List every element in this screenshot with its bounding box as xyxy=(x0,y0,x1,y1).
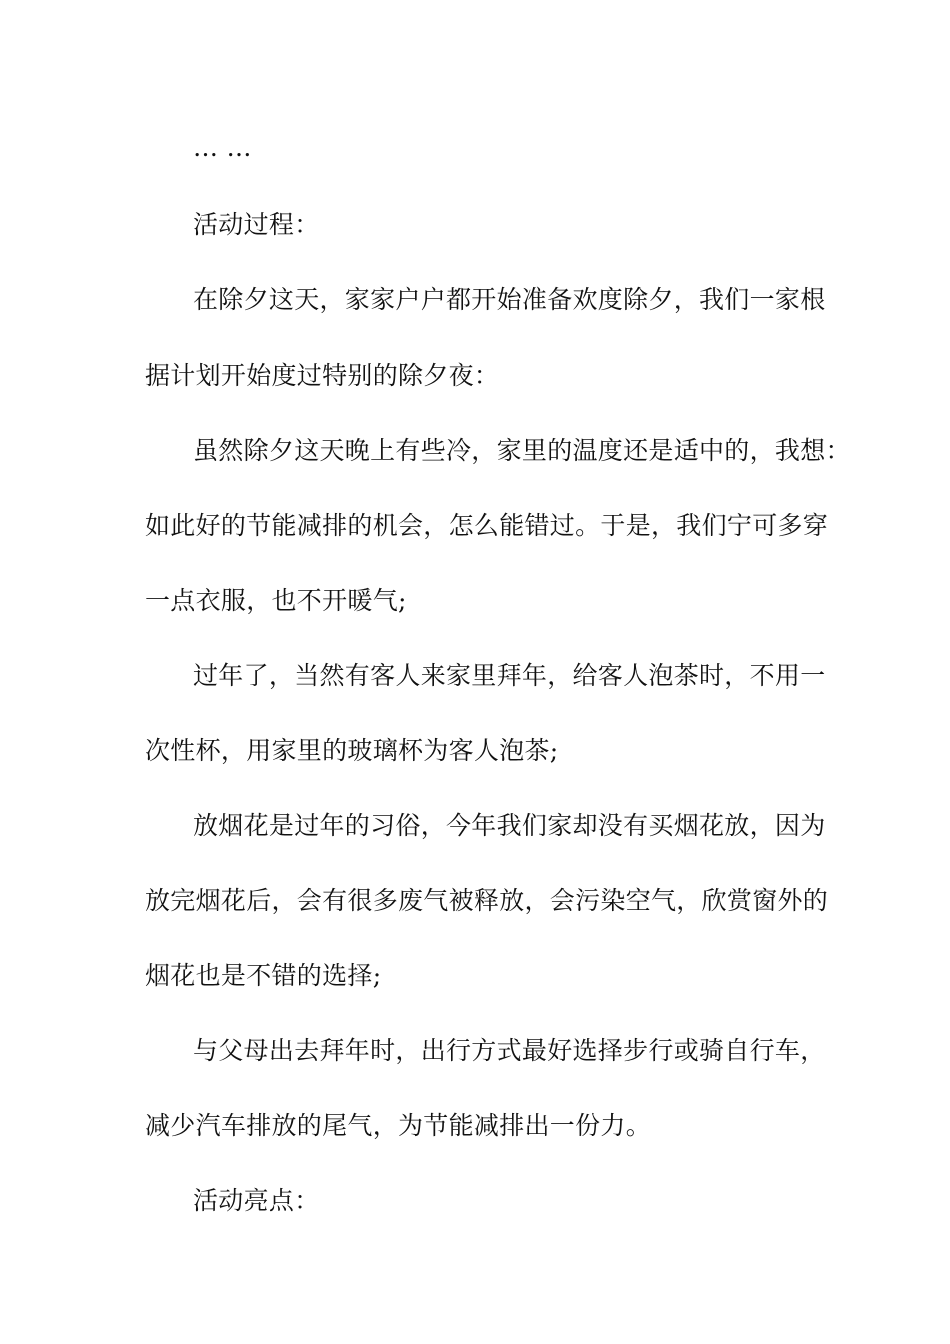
paragraph-line: 一点衣服，也不开暖气; xyxy=(145,586,407,615)
paragraph-line: 据计划开始度过特别的除夕夜： xyxy=(145,361,500,390)
paragraph-line: 放烟花是过年的习俗，今年我们家却没有买烟花放，因为 xyxy=(193,811,826,840)
paragraph-line: 与父母出去拜年时，出行方式最好选择步行或骑自行车， xyxy=(193,1036,826,1065)
paragraph-line: 放完烟花后，会有很多废气被释放，会污染空气，欣赏窗外的 xyxy=(145,886,829,915)
paragraph-line: 如此好的节能减排的机会，怎么能错过。于是，我们宁可多穿 xyxy=(145,511,829,540)
section-heading-highlights: 活动亮点： xyxy=(193,1186,320,1215)
section-heading-process: 活动过程： xyxy=(193,210,320,239)
paragraph-line: 虽然除夕这天晚上有些冷，家里的温度还是适中的，我想： xyxy=(193,436,851,465)
paragraph-line: 次性杯，用家里的玻璃杯为客人泡茶; xyxy=(145,736,559,765)
ellipsis-line: … … xyxy=(193,133,252,162)
paragraph-line: 烟花也是不错的选择; xyxy=(145,961,382,990)
paragraph-line: 减少汽车排放的尾气，为节能减排出一份力。 xyxy=(145,1111,652,1140)
paragraph-line: 在除夕这天，家家户户都开始准备欢度除夕，我们一家根 xyxy=(193,285,826,314)
paragraph-line: 过年了，当然有客人来家里拜年，给客人泡茶时，不用一 xyxy=(193,661,826,690)
